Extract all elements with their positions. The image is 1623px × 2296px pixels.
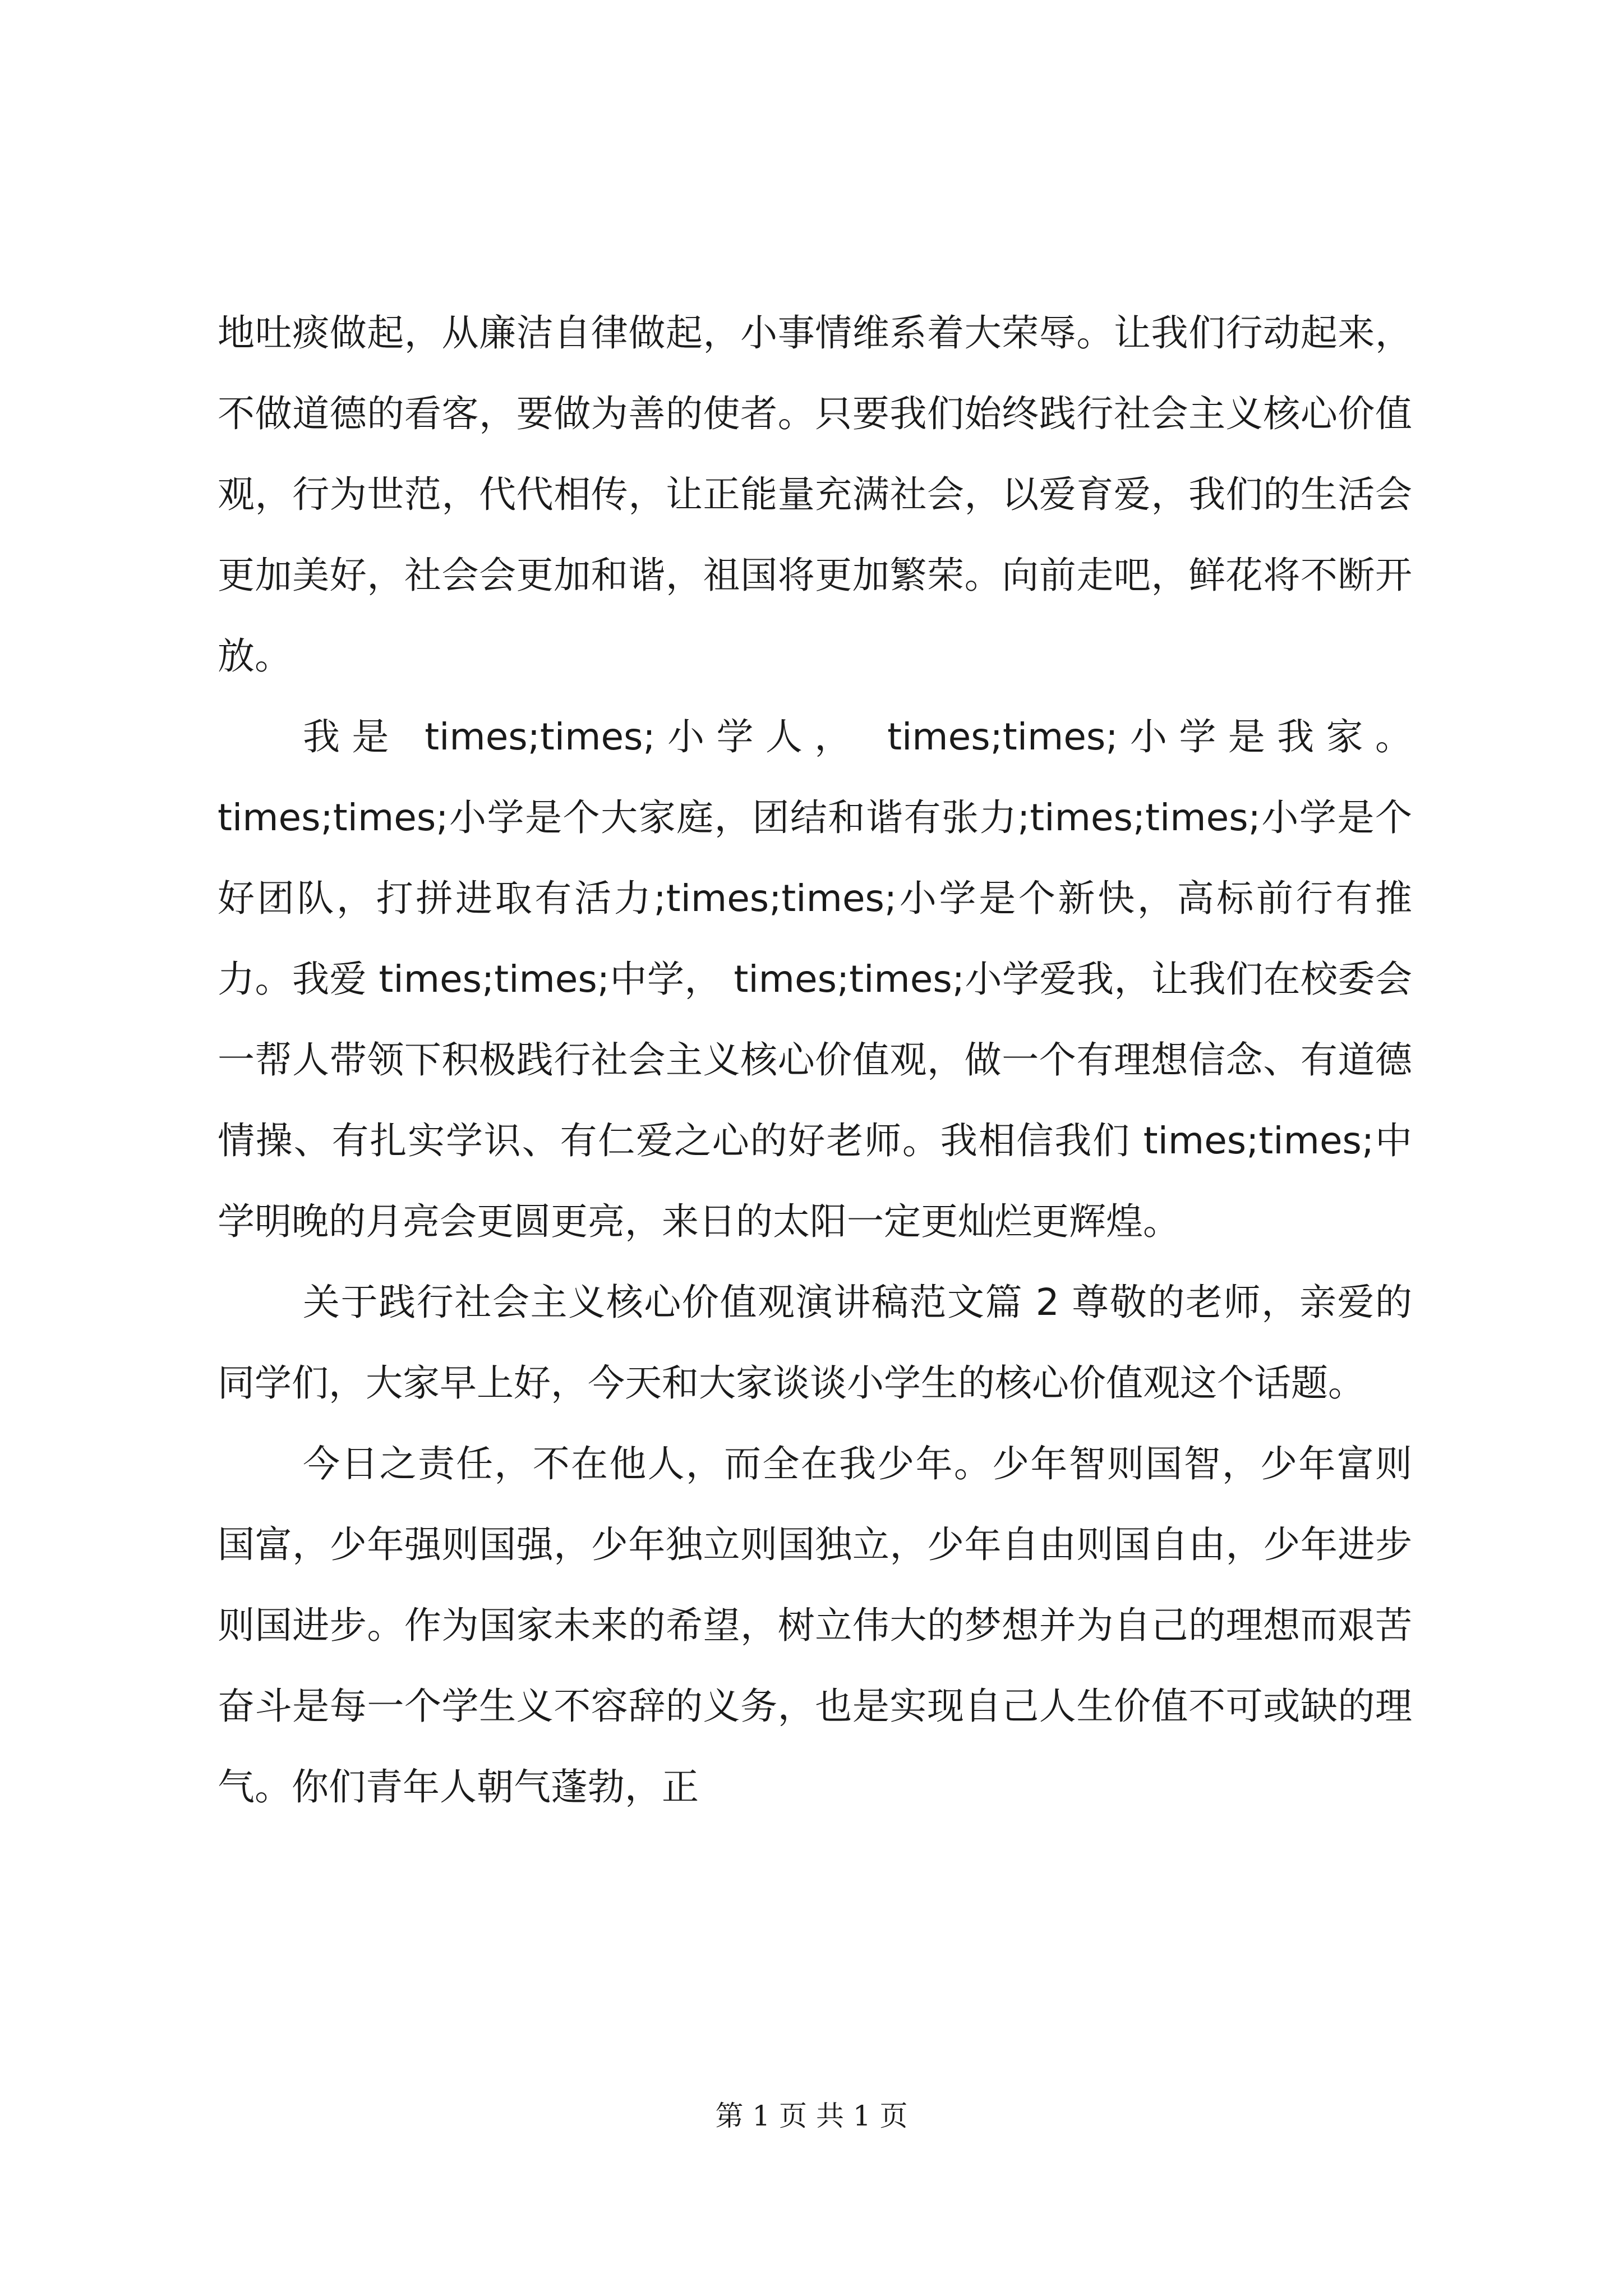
paragraph-1: 地吐痰做起，从廉洁自律做起，小事情维系着大荣辱。让我们行动起来，不做道德的看客，要做为善的使者。只要我们始终践行社会主义核心价值观，行为世范，代代相传，让正能量充满社会，以爱育爱，我们的生活会更加美好，社会会更加和谐，祖国将更加繁荣。向前走吧，鲜花将不断开放。 bbox=[218, 311, 1412, 678]
document-body bbox=[218, 293, 1412, 1828]
page-footer: 第 1 页 共 1 页 bbox=[715, 2100, 908, 2132]
paragraph-4: 今日之责任，不在他人，而全在我少年。少年智则国智，少年富则国富，少年强则国强，少年独立则国独立，少年自由则国自由，少年进步则国进步。作为国家未来的希望，树立伟大的梦想并为自己的理想而艰苦奋斗是每一个学生义不容辞的义务，也是实现自己人生价值不可或缺的理气。你们青年人朝气蓬勃，正 bbox=[218, 1442, 1412, 1809]
paragraph-3: 关于践行社会主义核心价值观演讲稿范文篇 2 尊敬的老师，亲爱的同学们，大家早上好，今天和大家谈谈小学生的核心价值观这个话题。 bbox=[218, 1281, 1412, 1405]
paragraph-2: 我是 times;times;小学人， times;times;小学是我家。times;times;小学是个大家庭，团结和谐有张力;times;times;小学是个好团队，打拼进取有活力;times;times;小学是个新快，高标前行有推力。我爱 times;times;中学， times;times;小学爱我，让我们在校委会一帮人带领下积极践行社会主义核心价值观，做一个有理想信念、有道德情操、有扎实学识、有仁爱之心的好老师。我相信我们 times;times;中学明晚的月亮会更圆更亮，来日的太阳一定更灿烂更辉煌。 bbox=[218, 715, 1412, 1243]
